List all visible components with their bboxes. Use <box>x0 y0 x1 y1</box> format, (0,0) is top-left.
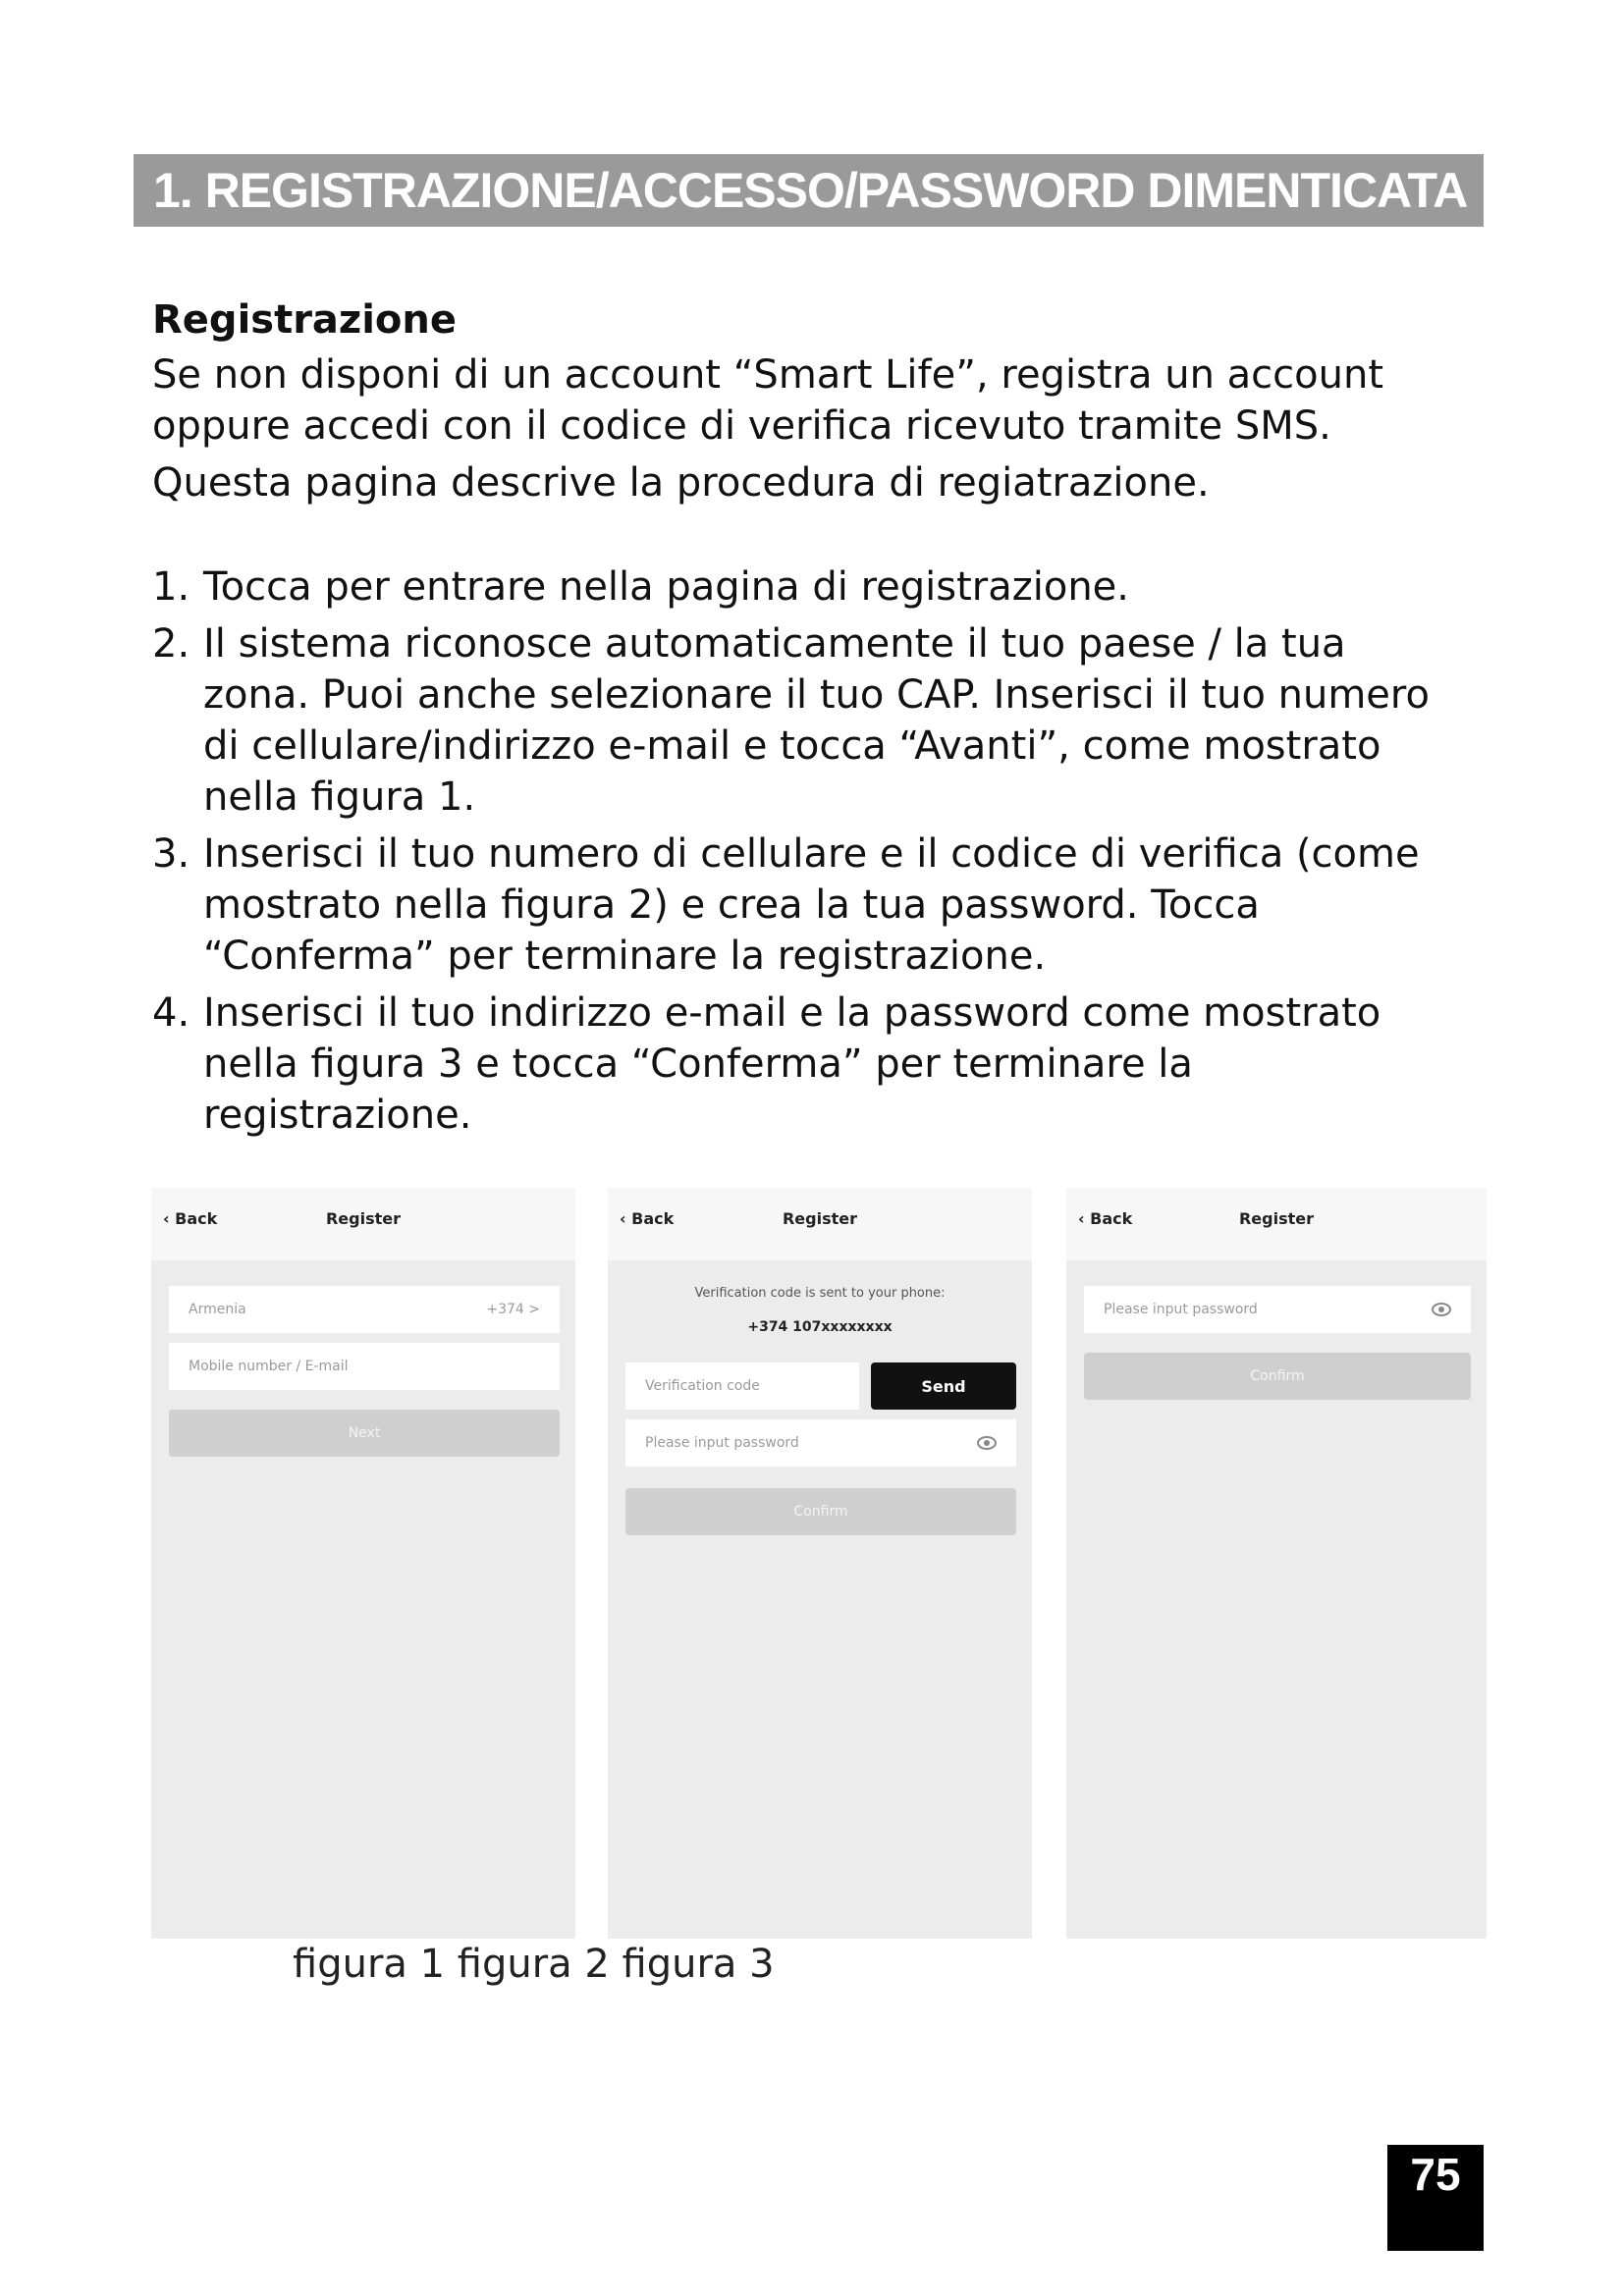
password-input[interactable] <box>625 1419 1016 1467</box>
screen-title: Register <box>325 1209 402 1228</box>
intro-line: oppure accedi con il codice di verifica ricevuto tramite SMS. <box>152 403 1331 449</box>
input-placeholder: Please input password <box>1104 1302 1258 1317</box>
intro-line: Questa pagina descrive la procedura di regiatrazione. <box>152 460 1210 506</box>
next-button[interactable]: Next <box>169 1410 560 1457</box>
back-button[interactable]: ‹ Back <box>620 1209 675 1228</box>
verification-code-input[interactable] <box>625 1362 859 1410</box>
app-topbar <box>1066 1188 1487 1260</box>
app-topbar <box>608 1188 1032 1260</box>
eye-icon[interactable] <box>977 1436 997 1450</box>
step-item <box>152 988 1458 1141</box>
intro-paragraph <box>152 349 1458 508</box>
verification-phone: +374 107xxxxxxxx <box>747 1319 893 1335</box>
step-item <box>152 561 1458 613</box>
step-text: Tocca per entrare nella pagina di registrazione. <box>203 564 1130 610</box>
confirm-button[interactable]: Confirm <box>1084 1353 1471 1400</box>
section-header-bar <box>134 154 1484 227</box>
step-text: Inserisci il tuo numero di cellulare e il codice di verifica (come mostrato nella figura 2) e crea la tua password. Tocca “Conferma” per terminare la registrazione. <box>203 831 1420 979</box>
figure-2-screen <box>608 1188 1032 1939</box>
country-name: Armenia <box>189 1302 246 1317</box>
step-text: Inserisci il tuo indirizzo e-mail e la password come mostrato nella figura 3 e tocca “Conferma” per terminare la registrazione. <box>203 990 1381 1138</box>
page-number: 75 <box>1387 2145 1484 2251</box>
screen-title: Register <box>782 1209 858 1228</box>
confirm-button[interactable]: Confirm <box>625 1488 1016 1535</box>
verification-info: Verification code is sent to your phone: <box>694 1286 946 1301</box>
section-header-title: 1. REGISTRAZIONE/ACCESSO/PASSWORD DIMENTICATA <box>153 163 1468 218</box>
send-code-button[interactable]: Send <box>871 1362 1016 1410</box>
country-selector[interactable] <box>169 1286 560 1333</box>
figure-screenshots <box>151 1188 1487 1939</box>
step-item <box>152 828 1458 982</box>
step-number: 4. <box>152 990 190 1036</box>
mobile-email-input[interactable] <box>169 1343 560 1390</box>
figure-3-screen <box>1066 1188 1487 1939</box>
intro-line: Se non disponi di un account “Smart Life”, registra un account <box>152 352 1384 398</box>
screen-title: Register <box>1238 1209 1315 1228</box>
input-placeholder: Verification code <box>645 1378 760 1394</box>
step-number: 2. <box>152 621 190 667</box>
password-input[interactable] <box>1084 1286 1471 1333</box>
step-text: Il sistema riconosce automaticamente il tuo paese / la tua zona. Puoi anche selezionare il tuo CAP. Inserisci il tuo numero di cellulare/indirizzo e-mail e tocca “Avanti”, come mostrato nella figura 1. <box>203 621 1430 820</box>
figure-captions: figura 1 figura 2 figura 3 <box>293 1942 775 1987</box>
step-number: 1. <box>152 564 190 610</box>
eye-icon[interactable] <box>1432 1303 1451 1316</box>
input-placeholder: Please input password <box>645 1435 799 1451</box>
country-code: +374 > <box>486 1302 540 1317</box>
back-button[interactable]: ‹ Back <box>163 1209 218 1228</box>
step-number: 3. <box>152 831 190 877</box>
step-item <box>152 618 1458 823</box>
steps-list <box>152 561 1458 1147</box>
input-placeholder: Mobile number / E-mail <box>189 1359 349 1374</box>
section-heading: Registrazione <box>152 297 457 343</box>
figure-1-screen <box>151 1188 575 1939</box>
back-button[interactable]: ‹ Back <box>1078 1209 1133 1228</box>
app-topbar <box>151 1188 575 1260</box>
